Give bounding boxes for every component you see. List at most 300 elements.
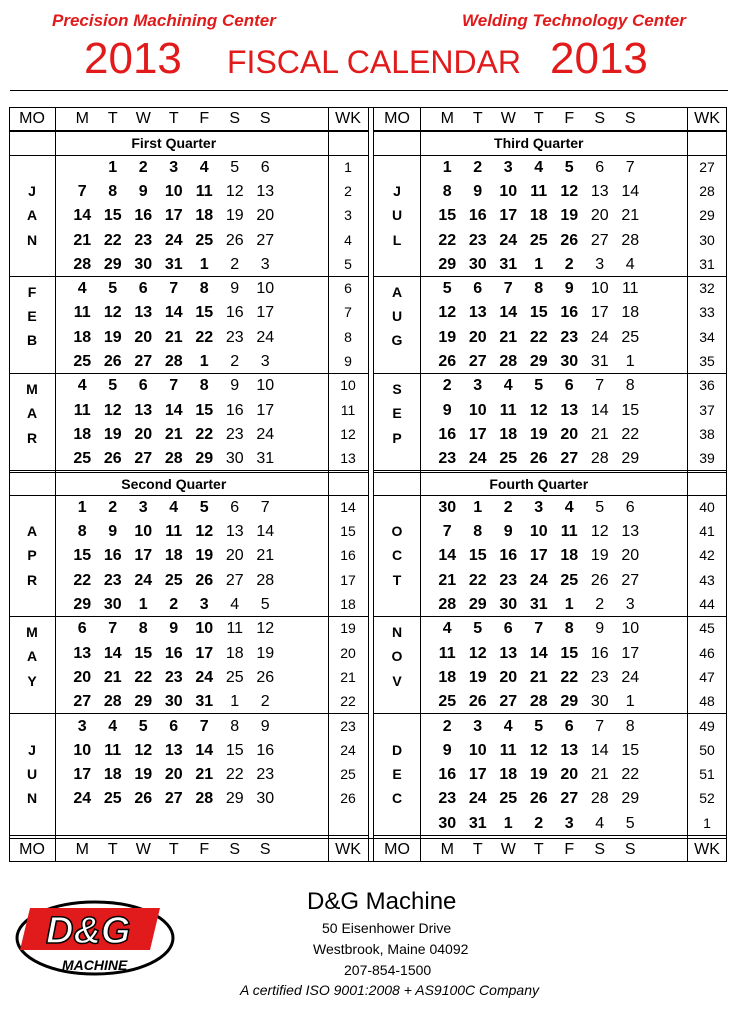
right-day-footer: M (440, 840, 454, 858)
day-cell: 3 (260, 353, 270, 370)
day-cell: 29 (529, 353, 548, 370)
month-letter: A (26, 523, 38, 540)
day-cell: 18 (164, 547, 183, 565)
day-cell: 21 (499, 328, 518, 346)
week-number: 23 (340, 717, 356, 734)
day-cell: 8 (473, 523, 483, 541)
day-cell: 28 (256, 571, 275, 589)
day-cell: 10 (468, 741, 487, 759)
day-cell: 31 (256, 450, 275, 468)
day-cell: 3 (503, 158, 513, 176)
day-cell: 22 (621, 425, 640, 443)
day-cell: 21 (256, 547, 275, 565)
day-cell: 23 (134, 231, 153, 249)
day-cell: 29 (438, 255, 457, 273)
day-cell: 27 (256, 231, 275, 249)
week-number: 46 (699, 644, 715, 661)
day-cell: 26 (103, 450, 122, 468)
day-cell: 13 (560, 741, 579, 759)
day-cell: 16 (256, 741, 275, 759)
day-cell: 16 (590, 644, 609, 662)
week-number: 40 (699, 498, 715, 515)
day-cell: 9 (138, 182, 148, 200)
day-cell: 18 (529, 207, 548, 225)
right-column-line (687, 107, 688, 862)
week-number: 6 (344, 280, 352, 297)
day-cell: 7 (108, 620, 118, 638)
day-cell: 31 (499, 255, 518, 273)
day-cell: 15 (529, 304, 548, 322)
day-cell: 5 (473, 620, 483, 638)
week-number: 12 (340, 425, 356, 442)
day-cell: 4 (230, 596, 240, 613)
month-letter: A (391, 283, 403, 300)
month-letter: P (392, 429, 402, 446)
day-cell: 9 (260, 717, 270, 735)
day-cell: 2 (534, 814, 544, 832)
day-cell: 24 (195, 668, 214, 686)
day-cell: 7 (625, 158, 635, 176)
day-cell: 24 (134, 571, 153, 589)
day-cell: 11 (621, 280, 639, 298)
day-cell: 17 (195, 644, 214, 662)
week-number: 48 (699, 693, 715, 710)
day-cell: 11 (226, 620, 244, 638)
month-letter: Y (27, 672, 37, 689)
day-cell: 25 (499, 450, 518, 468)
day-cell: 17 (621, 644, 640, 662)
title-year-right: 2013 (550, 34, 648, 83)
day-cell: 3 (473, 717, 483, 735)
week-number: 43 (699, 571, 715, 588)
day-cell: 16 (134, 207, 153, 225)
day-cell: 6 (77, 620, 87, 638)
week-number: 17 (340, 571, 356, 588)
day-cell: 28 (438, 596, 457, 613)
day-cell: 27 (621, 571, 640, 589)
day-cell: 15 (134, 644, 153, 662)
day-cell: 16 (438, 766, 457, 784)
month-letter: U (26, 766, 38, 783)
day-cell: 22 (225, 766, 244, 784)
day-cell: 25 (73, 353, 92, 370)
day-cell: 29 (468, 596, 487, 613)
day-cell: 11 (165, 523, 183, 541)
day-cell: 30 (103, 596, 122, 613)
day-cell: 2 (169, 596, 179, 613)
day-cell: 29 (560, 693, 579, 711)
day-cell: 26 (103, 353, 122, 370)
day-cell: 30 (468, 255, 487, 273)
day-cell: 18 (103, 766, 122, 784)
day-cell: 22 (103, 231, 122, 249)
day-cell: 7 (534, 620, 544, 638)
left-day-footer: F (199, 840, 210, 858)
logo-dg-text: D&G (46, 910, 131, 952)
day-cell: 8 (625, 717, 635, 735)
day-cell: 15 (195, 401, 214, 419)
week-number: 22 (340, 693, 356, 710)
day-cell: 8 (199, 280, 209, 298)
day-cell: 15 (621, 741, 640, 759)
day-cell: 28 (621, 231, 640, 249)
day-cell: 26 (256, 668, 275, 686)
left-day-header: S (229, 110, 241, 127)
week-number: 33 (699, 304, 715, 321)
week-number: 29 (699, 207, 715, 224)
day-cell: 6 (138, 377, 148, 395)
left-mo-header: MO (19, 110, 45, 127)
right-quarter-label: Third Quarter (494, 135, 584, 152)
month-letter: L (392, 231, 402, 248)
left-day-footer: T (168, 840, 179, 858)
day-cell: 22 (468, 571, 487, 589)
day-cell: 28 (164, 353, 183, 370)
day-cell: 14 (256, 523, 275, 541)
day-cell: 1 (199, 255, 209, 273)
day-cell: 30 (256, 790, 275, 808)
day-cell: 16 (103, 547, 122, 565)
right-day-header: T (472, 110, 483, 127)
day-cell: 19 (468, 668, 487, 686)
day-cell: 11 (499, 401, 517, 419)
welding-technology-center-label: Welding Technology Center (462, 11, 686, 30)
day-cell: 29 (621, 790, 640, 808)
day-cell: 1 (625, 693, 635, 711)
day-cell: 9 (442, 401, 452, 419)
day-cell: 29 (73, 596, 92, 613)
day-cell: 27 (590, 231, 609, 249)
day-cell: 2 (260, 693, 270, 711)
day-cell: 4 (77, 280, 87, 298)
day-cell: 25 (438, 693, 457, 711)
week-number: 26 (340, 790, 356, 807)
day-cell: 22 (529, 328, 548, 346)
month-letter: R (26, 429, 38, 446)
day-cell: 14 (164, 401, 183, 419)
day-cell: 14 (499, 304, 518, 322)
month-letter: E (27, 308, 37, 325)
day-cell: 12 (560, 182, 579, 200)
day-cell: 2 (473, 158, 483, 176)
day-cell: 29 (134, 693, 153, 711)
day-cell: 28 (590, 450, 609, 468)
day-cell: 15 (73, 547, 92, 565)
right-day-header: T (533, 110, 544, 127)
day-cell: 30 (590, 693, 609, 711)
day-cell: 8 (534, 280, 544, 298)
day-cell: 11 (438, 644, 456, 662)
day-cell: 19 (529, 425, 548, 443)
day-cell: 13 (73, 644, 92, 662)
week-number: 44 (699, 596, 715, 612)
day-cell: 17 (164, 207, 183, 225)
day-cell: 20 (134, 328, 153, 346)
day-cell: 3 (138, 498, 148, 516)
day-cell: 16 (225, 401, 244, 419)
week-number: 15 (340, 523, 356, 540)
day-cell: 17 (590, 304, 609, 322)
day-cell: 4 (77, 377, 87, 395)
left-day-footer: T (107, 840, 118, 858)
day-cell: 26 (195, 571, 214, 589)
day-cell: 9 (595, 620, 605, 638)
day-cell: 25 (103, 790, 122, 808)
day-cell: 28 (499, 353, 518, 370)
day-cell: 19 (195, 547, 214, 565)
day-cell: 17 (499, 207, 518, 225)
day-cell: 13 (134, 401, 153, 419)
day-cell: 8 (77, 523, 87, 541)
left-quarter-label: First Quarter (131, 135, 217, 152)
day-cell: 21 (529, 668, 548, 686)
day-cell: 21 (103, 668, 122, 686)
day-cell: 18 (499, 766, 518, 784)
week-number: 36 (699, 377, 715, 394)
day-cell: 4 (108, 717, 118, 735)
day-cell: 8 (108, 182, 118, 200)
fiscal-calendar-grid (9, 107, 727, 862)
day-cell: 7 (595, 377, 605, 395)
day-cell: 9 (169, 620, 179, 638)
day-cell: 19 (256, 644, 275, 662)
day-cell: 17 (468, 766, 487, 784)
address-line-2: Westbrook, Maine 04092 (313, 941, 469, 957)
week-number: 11 (340, 401, 356, 418)
day-cell: 4 (595, 814, 605, 832)
day-cell: 24 (468, 790, 487, 808)
day-cell: 28 (73, 255, 92, 273)
day-cell: 18 (560, 547, 579, 565)
day-cell: 2 (503, 498, 513, 516)
left-day-footer: W (135, 840, 151, 858)
day-cell: 2 (138, 158, 148, 176)
left-day-footer: M (75, 840, 89, 858)
day-cell: 13 (225, 523, 244, 541)
day-cell: 29 (225, 790, 244, 808)
day-cell: 12 (529, 741, 548, 759)
dg-machine-logo (10, 888, 175, 988)
left-day-header: S (259, 110, 271, 127)
month-letter: C (391, 547, 403, 564)
day-cell: 11 (530, 182, 548, 200)
week-number: 24 (340, 741, 356, 758)
day-cell: 8 (442, 182, 452, 200)
day-cell: 31 (468, 814, 487, 832)
day-cell: 6 (564, 377, 574, 395)
day-cell: 1 (199, 353, 209, 370)
day-cell: 20 (164, 766, 183, 784)
title-year-left: 2013 (84, 34, 182, 83)
day-cell: 27 (134, 450, 153, 468)
day-cell: 27 (560, 790, 579, 808)
day-cell: 11 (499, 741, 517, 759)
day-cell: 23 (438, 450, 457, 468)
day-cell: 18 (499, 425, 518, 443)
month-letter: T (392, 571, 402, 588)
day-cell: 1 (473, 498, 483, 516)
day-cell: 5 (108, 377, 118, 395)
day-cell: 8 (564, 620, 574, 638)
day-cell: 14 (195, 741, 214, 759)
company-name: D&G Machine (307, 888, 457, 915)
day-cell: 18 (195, 207, 214, 225)
month-letter: N (391, 623, 403, 640)
month-letter: M (26, 623, 38, 640)
day-cell: 6 (625, 498, 635, 516)
day-cell: 31 (195, 693, 214, 711)
day-cell: 3 (77, 717, 87, 735)
day-cell: 1 (625, 353, 635, 370)
month-letter: O (391, 523, 403, 540)
day-cell: 13 (590, 182, 609, 200)
day-cell: 13 (468, 304, 487, 322)
day-cell: 18 (73, 425, 92, 443)
day-cell: 30 (560, 353, 579, 370)
day-cell: 19 (103, 425, 122, 443)
day-cell: 14 (590, 401, 609, 419)
day-cell: 20 (468, 328, 487, 346)
week-number: 52 (699, 790, 715, 807)
day-cell: 15 (468, 547, 487, 565)
left-wk-footer: WK (335, 840, 361, 858)
day-cell: 16 (499, 547, 518, 565)
day-cell: 5 (138, 717, 148, 735)
right-quarter-label: Fourth Quarter (489, 475, 589, 492)
day-cell: 10 (529, 523, 548, 541)
day-cell: 27 (134, 353, 153, 370)
day-cell: 4 (564, 498, 574, 516)
day-cell: 26 (225, 231, 244, 249)
day-cell: 1 (564, 596, 574, 613)
day-cell: 8 (138, 620, 148, 638)
week-number: 1 (344, 158, 352, 175)
day-cell: 13 (621, 523, 640, 541)
right-day-header: S (594, 110, 606, 127)
left-day-header: W (135, 110, 151, 127)
left-day-header: T (107, 110, 118, 127)
week-number: 39 (699, 450, 715, 467)
day-cell: 23 (499, 571, 518, 589)
left-column-line (55, 107, 56, 862)
day-cell: 1 (77, 498, 87, 516)
left-quarter-label: Second Quarter (121, 475, 227, 492)
day-cell: 12 (438, 304, 457, 322)
day-cell: 27 (560, 450, 579, 468)
week-number: 10 (340, 377, 356, 394)
day-cell: 10 (256, 280, 275, 298)
day-cell: 17 (134, 547, 153, 565)
month-letter: N (26, 231, 38, 248)
day-cell: 5 (108, 280, 118, 298)
day-cell: 16 (468, 207, 487, 225)
week-number: 49 (699, 717, 715, 734)
day-cell: 4 (503, 377, 513, 395)
month-letter: D (391, 741, 403, 758)
day-cell: 14 (103, 644, 122, 662)
day-cell: 12 (103, 401, 122, 419)
week-number: 37 (699, 401, 715, 418)
day-cell: 3 (595, 255, 605, 273)
week-number: 13 (340, 450, 356, 467)
day-cell: 15 (103, 207, 122, 225)
day-cell: 6 (138, 280, 148, 298)
day-cell: 2 (442, 377, 452, 395)
day-cell: 6 (473, 280, 483, 298)
day-cell: 2 (564, 255, 574, 273)
right-day-footer: S (594, 840, 606, 858)
day-cell: 8 (199, 377, 209, 395)
day-cell: 12 (195, 523, 214, 541)
day-cell: 7 (595, 717, 605, 735)
day-cell: 11 (73, 401, 91, 419)
right-day-footer: T (533, 840, 544, 858)
month-letter: F (27, 283, 37, 300)
week-number: 30 (699, 231, 715, 248)
day-cell: 28 (103, 693, 122, 711)
week-number: 35 (699, 353, 715, 369)
day-cell: 30 (438, 814, 457, 832)
day-cell: 9 (108, 523, 118, 541)
day-cell: 6 (564, 717, 574, 735)
day-cell: 10 (590, 280, 609, 298)
week-number: 9 (344, 353, 352, 369)
day-cell: 13 (560, 401, 579, 419)
day-cell: 2 (230, 353, 240, 370)
day-cell: 3 (534, 498, 544, 516)
month-letter: R (26, 571, 38, 588)
month-letter: A (26, 207, 38, 224)
day-cell: 19 (590, 547, 609, 565)
day-cell: 20 (560, 766, 579, 784)
month-letter: U (391, 207, 403, 224)
day-cell: 16 (164, 644, 183, 662)
day-cell: 18 (225, 644, 244, 662)
day-cell: 23 (164, 668, 183, 686)
day-cell: 23 (225, 328, 244, 346)
day-cell: 26 (468, 693, 487, 711)
week-number: 47 (699, 668, 715, 685)
day-cell: 6 (503, 620, 513, 638)
day-cell: 1 (138, 596, 148, 613)
week-number: 3 (344, 207, 352, 224)
day-cell: 19 (560, 207, 579, 225)
day-cell: 3 (473, 377, 483, 395)
day-cell: 20 (225, 547, 244, 565)
day-cell: 6 (260, 158, 270, 176)
month-letter: E (392, 766, 402, 783)
month-letter: J (28, 741, 36, 758)
left-wk-header: WK (335, 110, 361, 127)
day-cell: 20 (621, 547, 640, 565)
day-cell: 7 (260, 498, 270, 516)
day-cell: 23 (590, 668, 609, 686)
day-cell: 21 (164, 328, 183, 346)
day-cell: 23 (438, 790, 457, 808)
week-number: 41 (699, 523, 715, 540)
day-cell: 14 (164, 304, 183, 322)
right-wk-header: WK (694, 110, 720, 127)
address-line-1: 50 Eisenhower Drive (322, 920, 452, 936)
day-cell: 16 (225, 304, 244, 322)
day-cell: 22 (195, 328, 214, 346)
day-cell: 25 (195, 231, 214, 249)
day-cell: 5 (595, 498, 605, 516)
week-number: 21 (340, 668, 356, 685)
day-cell: 18 (73, 328, 92, 346)
week-number: 27 (699, 158, 715, 175)
week-number: 19 (340, 620, 356, 637)
